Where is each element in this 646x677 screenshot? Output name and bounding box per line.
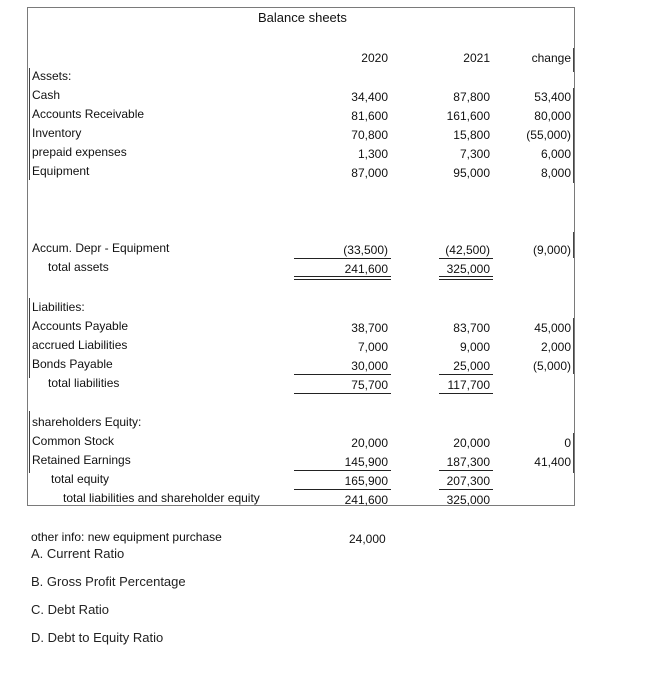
assets-heading: Assets: bbox=[32, 69, 72, 83]
underline bbox=[439, 470, 493, 471]
total-assets-2020: 241,600 bbox=[344, 262, 388, 276]
equity-heading: shareholders Equity: bbox=[32, 415, 142, 429]
asset-2020: 87,000 bbox=[351, 166, 388, 180]
liability-2021: 9,000 bbox=[459, 340, 490, 354]
underline bbox=[294, 374, 391, 375]
question-debt-equity: D. Debt to Equity Ratio bbox=[31, 630, 164, 645]
other-info-value: 24,000 bbox=[349, 532, 386, 546]
asset-2021: 95,000 bbox=[453, 166, 490, 180]
cell-border bbox=[573, 318, 574, 374]
cell-border bbox=[29, 68, 30, 180]
cell-border bbox=[573, 88, 574, 183]
liability-2020: 7,000 bbox=[357, 340, 388, 354]
liability-label: Bonds Payable bbox=[32, 357, 113, 371]
liability-2021: 25,000 bbox=[453, 359, 490, 373]
liability-label: Accounts Payable bbox=[32, 319, 129, 333]
total-liabilities-2020: 75,700 bbox=[351, 378, 388, 392]
liability-change: (5,000) bbox=[532, 359, 571, 373]
underline bbox=[294, 470, 391, 471]
cell-border bbox=[29, 411, 30, 473]
sheet-title: Balance sheets bbox=[258, 10, 347, 25]
total-equity-2020: 165,900 bbox=[344, 474, 388, 488]
equity-2020: 20,000 bbox=[351, 436, 388, 450]
asset-2021: 87,800 bbox=[453, 90, 490, 104]
asset-change: 8,000 bbox=[540, 166, 571, 180]
equity-change: 41,400 bbox=[534, 455, 571, 469]
asset-change: (55,000) bbox=[526, 128, 571, 142]
equity-2020: 145,900 bbox=[344, 455, 388, 469]
total-liabilities-label: total liabilities bbox=[48, 376, 120, 390]
underline bbox=[439, 374, 493, 375]
header-change: change bbox=[531, 51, 571, 65]
total-equity-label: total equity bbox=[51, 472, 110, 486]
liability-2020: 30,000 bbox=[351, 359, 388, 373]
equity-2021: 187,300 bbox=[446, 455, 490, 469]
question-debt-ratio: C. Debt Ratio bbox=[31, 602, 110, 617]
asset-label: Inventory bbox=[32, 126, 82, 140]
total-assets-label: total assets bbox=[48, 260, 109, 274]
asset-2021: 161,600 bbox=[446, 109, 490, 123]
equity-label: Common Stock bbox=[32, 434, 115, 448]
question-gross-profit: B. Gross Profit Percentage bbox=[31, 574, 186, 589]
asset-label: Equipment bbox=[32, 164, 90, 178]
header-2020: 2020 bbox=[361, 51, 388, 65]
cell-border bbox=[573, 232, 574, 258]
total-liabilities-2021: 117,700 bbox=[447, 378, 490, 392]
cell-border bbox=[29, 298, 30, 378]
cell-border bbox=[573, 433, 574, 473]
liabilities-heading: Liabilities: bbox=[32, 300, 85, 314]
liability-2020: 38,700 bbox=[351, 321, 388, 335]
asset-2021: 15,800 bbox=[453, 128, 490, 142]
accum-depr-label: Accum. Depr - Equipment bbox=[32, 241, 170, 255]
asset-2020: 81,600 bbox=[351, 109, 388, 123]
grand-total-label: total liabilities and shareholder equity bbox=[63, 491, 260, 505]
double-underline bbox=[294, 276, 391, 280]
asset-change: 80,000 bbox=[534, 109, 571, 123]
liability-change: 2,000 bbox=[540, 340, 571, 354]
underline bbox=[294, 489, 391, 490]
asset-2020: 34,400 bbox=[351, 90, 388, 104]
total-assets-2021: 325,000 bbox=[446, 262, 490, 276]
grand-total-2020: 241,600 bbox=[344, 493, 388, 507]
liability-label: accrued Liabilities bbox=[32, 338, 128, 352]
total-equity-2021: 207,300 bbox=[446, 474, 490, 488]
asset-label: Accounts Receivable bbox=[32, 107, 145, 121]
question-current-ratio: A. Current Ratio bbox=[31, 546, 125, 561]
cell-border bbox=[573, 48, 574, 72]
equity-2021: 20,000 bbox=[453, 436, 490, 450]
asset-label: Cash bbox=[32, 88, 61, 102]
underline bbox=[439, 489, 493, 490]
header-2021: 2021 bbox=[463, 51, 490, 65]
balance-sheet-table bbox=[27, 7, 575, 506]
asset-change: 53,400 bbox=[534, 90, 571, 104]
underline bbox=[294, 258, 391, 259]
underline bbox=[439, 393, 493, 394]
asset-change: 6,000 bbox=[540, 147, 571, 161]
underline bbox=[439, 258, 493, 259]
grand-total-2021: 325,000 bbox=[446, 493, 490, 507]
asset-label: prepaid expenses bbox=[32, 145, 127, 159]
underline bbox=[294, 393, 391, 394]
asset-2021: 7,300 bbox=[459, 147, 490, 161]
accum-depr-2021: (42,500) bbox=[445, 243, 490, 257]
other-info-label: other info: new equipment purchase bbox=[31, 530, 222, 544]
asset-2020: 70,800 bbox=[351, 128, 388, 142]
accum-depr-2020: (33,500) bbox=[343, 243, 388, 257]
asset-2020: 1,300 bbox=[357, 147, 388, 161]
equity-label: Retained Earnings bbox=[32, 453, 131, 467]
double-underline bbox=[439, 276, 493, 280]
accum-depr-change: (9,000) bbox=[532, 243, 571, 257]
equity-change: 0 bbox=[564, 436, 571, 450]
liability-change: 45,000 bbox=[534, 321, 571, 335]
liability-2021: 83,700 bbox=[453, 321, 490, 335]
